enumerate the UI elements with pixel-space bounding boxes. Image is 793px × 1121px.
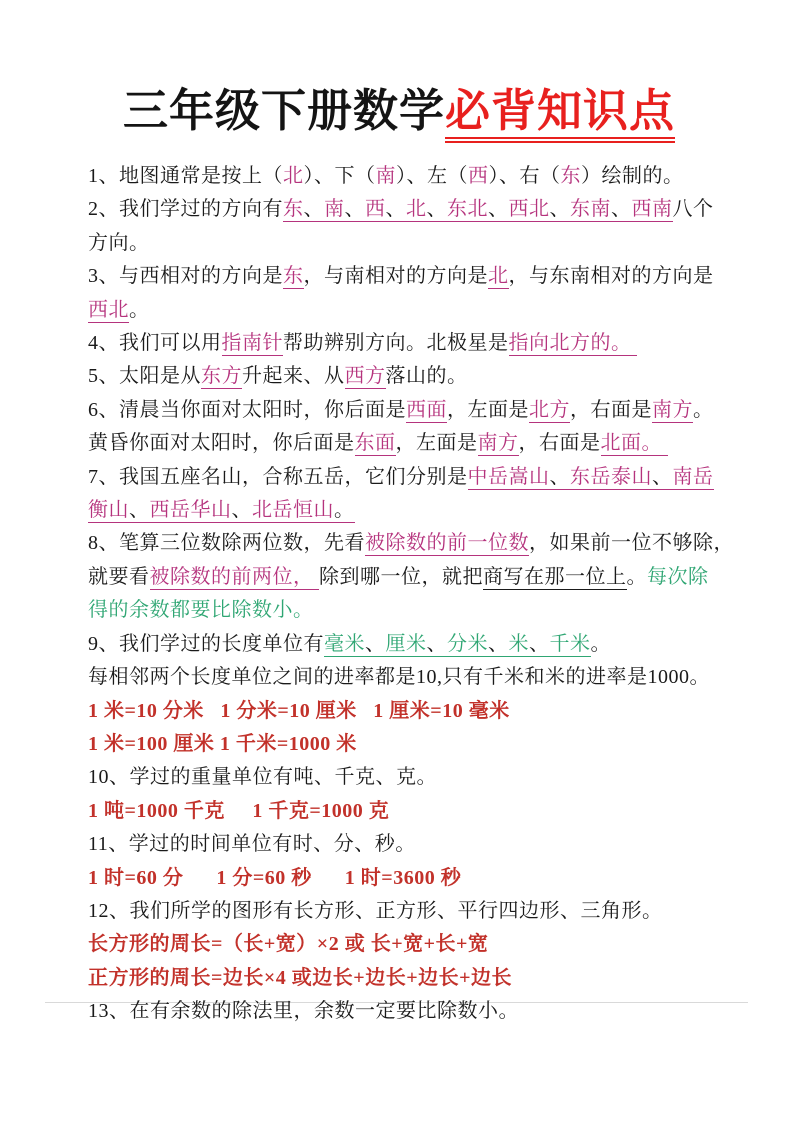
text-segment: 南 <box>375 165 396 187</box>
text-line <box>88 294 710 327</box>
text-segment: 。 <box>590 632 611 655</box>
text-segment: 8、笔算三位数除两位数，先看 <box>88 532 365 555</box>
text-segment: 。 <box>626 565 647 588</box>
text-segment: ，左面是 <box>395 432 478 455</box>
text-line <box>88 527 734 560</box>
text-segment: 每次除 <box>647 565 709 588</box>
text-segment: 毫米 <box>324 632 365 655</box>
text-segment: 东岳泰山 <box>570 465 652 488</box>
text-line <box>88 628 710 661</box>
text-segment: 9、我们学过的长度单位有 <box>88 632 324 655</box>
text-segment: 黄昏你面对太阳时，你后面是 <box>88 432 355 455</box>
text-segment: 、 <box>344 198 365 221</box>
text-segment: 、 <box>549 198 570 221</box>
text-line <box>88 862 710 895</box>
text-line <box>88 728 710 761</box>
text-segment: 得的余数都要比除数小。 <box>88 599 314 622</box>
text-segment: ，与南相对的方向是 <box>303 265 488 288</box>
text-segment: 4、我们可以用 <box>88 332 222 355</box>
text-line <box>88 995 710 1028</box>
text-segment: 除到哪一位，就把 <box>319 565 483 588</box>
text-segment: 7、我国五座名山，合称五岳，它们分别是 <box>88 465 468 488</box>
text-segment: 米 <box>508 632 529 655</box>
text-line <box>88 360 710 393</box>
text-segment: 西 <box>365 198 386 221</box>
text-line <box>88 160 710 193</box>
text-segment: 落山的。 <box>385 365 468 388</box>
text-segment: 就要看 <box>88 565 150 588</box>
text-segment: 、 <box>231 499 252 522</box>
text-segment: 13、在有余数的除法里，余数一定要比除数小。 <box>88 1000 519 1023</box>
page-title <box>88 82 710 140</box>
text-segment: 东 <box>283 265 304 288</box>
title-highlight-text: 必背知识点 <box>445 86 675 143</box>
text-segment: 、 <box>652 465 673 488</box>
text-line <box>88 461 714 494</box>
text-segment: ，右面是 <box>518 432 601 455</box>
text-segment: 1、地图通常是按上（ <box>88 165 283 187</box>
text-line <box>88 594 710 627</box>
text-segment: 、 <box>488 632 509 655</box>
text-segment: ，如果前一位不够除， <box>529 532 734 555</box>
text-line <box>88 327 710 360</box>
text-segment: 西北 <box>508 198 550 221</box>
text-segment: 南 <box>324 198 345 221</box>
text-segment: 千米 <box>549 632 591 655</box>
text-segment: 西面 <box>406 398 447 421</box>
text-segment: 、 <box>488 198 509 221</box>
text-segment: 、 <box>611 198 632 221</box>
text-segment: 北面。 <box>600 432 668 455</box>
text-segment: 八个 <box>672 198 714 221</box>
text-segment: 西南 <box>631 198 673 221</box>
text-segment: 1 时=60 分 1 分=60 秒 1 时=3600 秒 <box>88 866 462 889</box>
text-segment: 升起来、从 <box>242 365 345 388</box>
text-segment: 南方 <box>477 432 519 455</box>
text-line <box>88 695 710 728</box>
text-segment: 。 <box>334 499 355 522</box>
text-segment: 中岳嵩山 <box>467 465 550 488</box>
text-segment: 衡山 <box>88 499 129 522</box>
text-segment: 2、我们学过的方向有 <box>88 198 283 221</box>
text-line <box>88 761 710 794</box>
text-segment: 东 <box>283 198 304 221</box>
text-segment: 方向。 <box>88 231 150 254</box>
text-segment: 西 <box>468 165 489 187</box>
text-segment: 、 <box>549 465 570 488</box>
text-segment: 5、太阳是从 <box>88 365 201 388</box>
text-segment: ）绘制的。 <box>581 165 684 187</box>
text-segment: 1 吨=1000 千克 1 千克=1000 克 <box>88 799 390 822</box>
text-line <box>88 895 710 928</box>
text-segment: ）、下（ <box>303 165 376 187</box>
text-segment: 指向北方的。 <box>508 332 637 355</box>
text-segment: 正方形的周长=边长×4 或边长+边长+边长+边长 <box>88 966 512 989</box>
text-line <box>88 561 710 594</box>
text-segment: 分米 <box>447 632 488 655</box>
text-segment: 西方 <box>344 365 386 388</box>
text-segment: 东面 <box>354 432 396 455</box>
text-segment: 南方 <box>652 398 693 421</box>
text-segment: 北 <box>488 265 509 288</box>
text-segment: 1 米=10 分米 1 分米=10 厘米 1 厘米=10 毫米 <box>88 699 510 722</box>
text-segment: 、 <box>365 632 386 655</box>
text-segment: 东 <box>560 165 581 187</box>
text-line <box>88 193 714 226</box>
text-line <box>88 260 714 293</box>
text-segment: 北 <box>283 165 304 187</box>
text-segment: ，与东南相对的方向是 <box>508 265 714 288</box>
text-line <box>88 427 710 460</box>
text-segment: 1 米=100 厘米 1 千米=1000 米 <box>88 732 357 755</box>
text-segment: 东南 <box>570 198 611 221</box>
text-segment: 每相邻两个长度单位之间的进率都是10,只有千米和米的进率是1000。 <box>88 666 710 689</box>
text-segment: 、 <box>426 632 447 655</box>
text-segment: 、 <box>303 198 324 221</box>
text-segment: 。 <box>693 398 714 421</box>
text-segment: 、 <box>529 632 550 655</box>
text-segment: 10、学过的重量单位有吨、千克、克。 <box>88 766 437 789</box>
text-segment: 、 <box>385 198 406 221</box>
text-line <box>88 962 710 995</box>
text-segment: 、 <box>129 499 150 522</box>
text-segment: 指南针 <box>221 332 283 355</box>
text-segment: 被除数的前两位， <box>149 565 319 588</box>
text-line <box>88 795 710 828</box>
text-segment: 12、我们所学的图形有长方形、正方形、平行四边形、三角形。 <box>88 899 663 922</box>
text-segment: 商写在那一位上 <box>483 565 627 588</box>
text-line <box>88 227 710 260</box>
text-line <box>88 661 710 694</box>
text-segment: ）、右（ <box>488 165 561 187</box>
text-segment: 北方 <box>529 398 570 421</box>
text-segment: 东北 <box>447 198 488 221</box>
text-segment: 长方形的周长=（长+宽）×2 或 长+宽+长+宽 <box>88 933 489 956</box>
text-segment: ，右面是 <box>570 398 652 421</box>
text-segment: 。 <box>129 298 150 321</box>
knowledge-list <box>88 160 734 1029</box>
text-segment: 西北 <box>88 298 129 321</box>
text-segment: 6、清晨当你面对太阳时，你后面是 <box>88 398 406 421</box>
text-segment: 3、与西相对的方向是 <box>88 265 283 288</box>
text-line <box>88 928 710 961</box>
text-segment: ，左面是 <box>447 398 529 421</box>
text-line <box>88 828 710 861</box>
text-segment: 北岳恒山 <box>252 499 334 522</box>
text-segment: 西岳华山 <box>149 499 232 522</box>
text-segment: 南岳 <box>672 465 714 488</box>
text-segment: 、 <box>426 198 447 221</box>
text-segment: 11、学过的时间单位有时、分、秒。 <box>88 833 416 856</box>
text-segment: 帮助辨别方向。北极星是 <box>283 332 509 355</box>
text-segment: 东方 <box>201 365 242 388</box>
text-segment: 厘米 <box>385 632 427 655</box>
title-black-text: 三年级下册数学 <box>122 86 445 136</box>
text-segment: ）、左（ <box>396 165 468 187</box>
text-segment: 北 <box>406 198 427 221</box>
text-line <box>88 494 710 527</box>
text-segment: 被除数的前一位数 <box>365 532 529 555</box>
text-line <box>88 394 714 427</box>
